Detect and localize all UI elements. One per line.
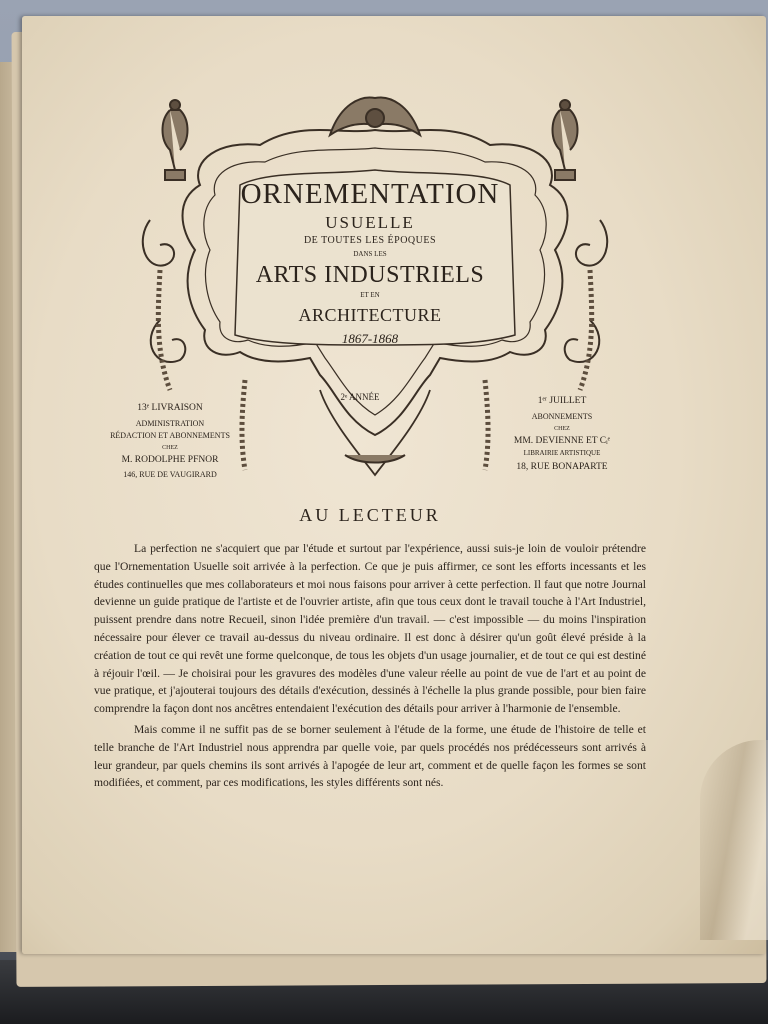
publisher-address: 146, RUE DE VAUGIRARD: [123, 470, 217, 479]
bookseller-address: 18, RUE BONAPARTE: [516, 462, 608, 472]
title-line-epoques: DE TOUTES LES ÉPOQUES: [303, 235, 437, 246]
page-curl: [700, 740, 768, 940]
right-info-block: [492, 395, 632, 473]
article-paragraph-2: Mais comme il ne suffit pas de se borner seulement à l'étude de la forme, une étude de l'histoire de telle et telle branche de l'Art Industriel nous apprendra par quelle voie, par quels procédés nos prédécesseurs sont arrivés à leur grandeur, par quels chemins ils sont arrivés à l'apogée de leur art, comment et de quelle façon les formes se sont modifiées, et comment, par ces modifications, les styles différents sont nés.: [94, 722, 646, 790]
chez-label-right: CHEZ: [554, 426, 570, 432]
left-info-block: [95, 402, 245, 481]
administration-label: ADMINISTRATION: [135, 419, 205, 428]
abonnements-label: ABONNEMENTS: [531, 412, 593, 421]
title-line-eten: ET EN: [360, 291, 380, 299]
title-line-architecture: ARCHITECTURE: [298, 305, 442, 325]
redaction-label: RÉDACTION ET ABONNEMENTS: [110, 431, 230, 440]
publisher-name: M. RODOLPHE PFNOR: [121, 455, 219, 465]
date-label: 1ᵉʳ JUILLET: [537, 396, 587, 406]
journal-title: ORNEMENTATION: [240, 178, 500, 210]
chez-label: CHEZ: [162, 445, 178, 451]
article-body: [94, 540, 646, 795]
title-line-dans: DANS LES: [353, 250, 387, 258]
article-paragraph-1: La perfection ne s'acquiert que par l'étude et surtout par l'expérience, aussi suis-je loin de vouloir prétendre que l'Ornementation Usuelle soit arrivée à la perfection. Ce que je puis affirmer, ce sont les efforts incessants et les études continuelles que mes collaborateurs et moi nous faisons pour arriver à cette perfection. Il faut que notre Journal devienne un guide pratique de l'artiste et de l'ouvrier artiste, afin que tous ceux dont le travail touche à l'Art Industriel, puissent prendre dans notre Recueil, sinon l'idée première d'un travail. — c'est impossible — du moins l'inspiration nécessaire pour élever ce travail au-dessus du niveau ordinaire. Il est donc à désirer qu'un goût élevé préside à la création de tout ce qui revêt une forme quelconque, de tous les objets d'un usage journalier, et de tout ce qui est destiné à réjouir l'œil. — Je choisirai pour les gravures des modèles d'une valeur réelle au point de vue de l'art et au point de vue pratique, et j'ajouterai toujours des détails d'exécution, dessinés à l'échelle la plus grande possible, pour bien faire comprendre la façon dont nos ancêtres entendaient l'exécution des détails pour arriver à l'harmonie de l'ensemble.: [94, 542, 646, 716]
bookseller-name: MM. DEVIENNE ET Cᵢᵉ: [513, 436, 611, 446]
title-years: 1867-1868: [341, 331, 399, 346]
librairie-label: LIBRAIRIE ARTISTIQUE: [523, 449, 601, 457]
article-heading: AU LECTEUR: [299, 505, 441, 525]
livraison-label: 13ᵉ LIVRAISON: [137, 403, 203, 413]
annee-label: 2ᵉ ANNÉE: [340, 392, 380, 402]
title-line-arts: ARTS INDUSTRIELS: [255, 262, 485, 288]
journal-subtitle: USUELLE: [325, 213, 415, 232]
